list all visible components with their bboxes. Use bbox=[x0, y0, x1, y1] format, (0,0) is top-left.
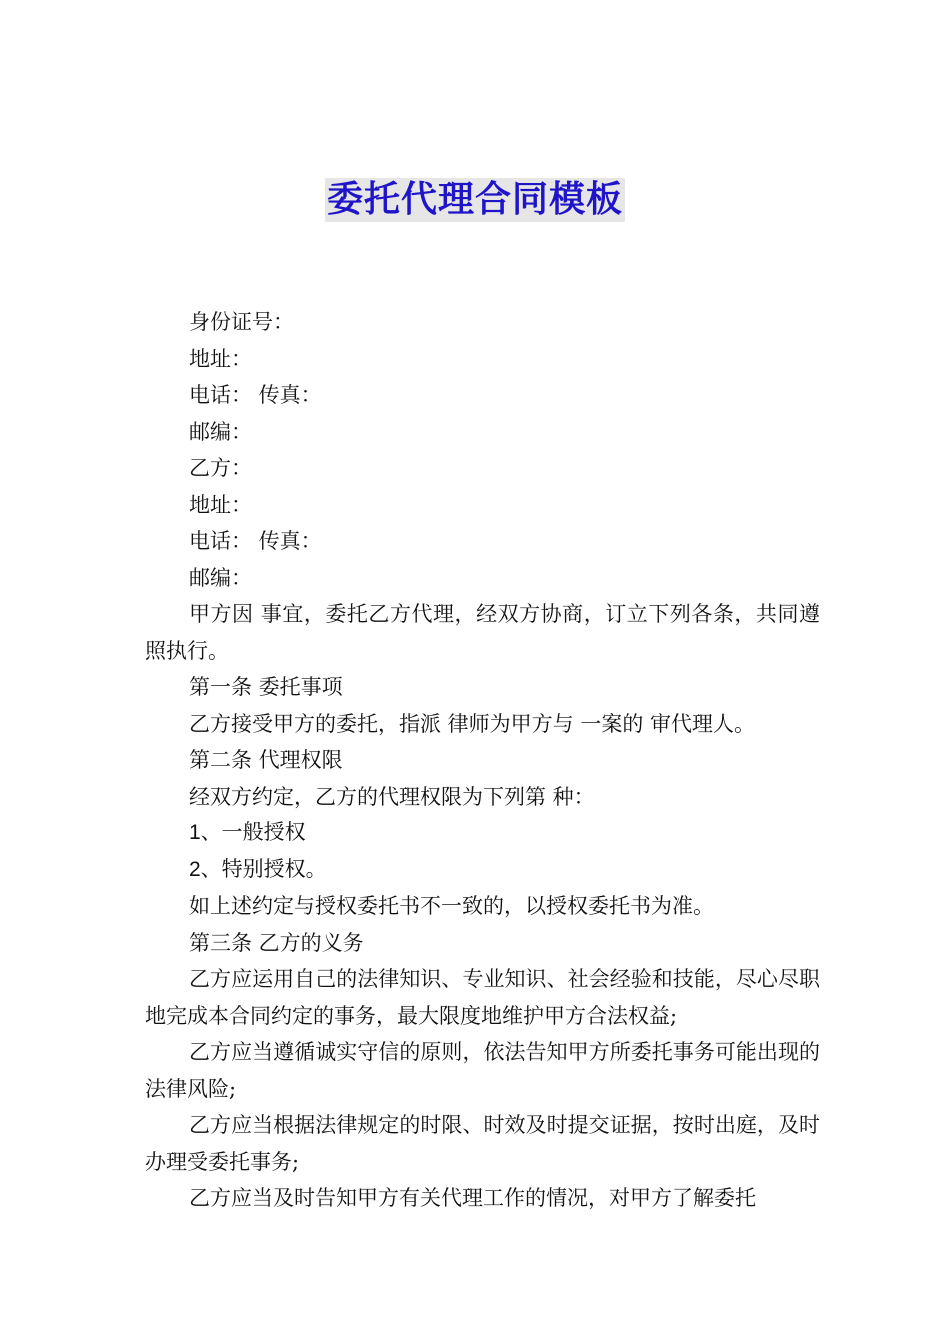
authorization-option-2: 2、特别授权。 bbox=[189, 857, 327, 881]
article-2-content: 经双方约定，乙方的代理权限为下列第 种： bbox=[189, 784, 595, 809]
authorization-option-1: 1、一般授权 bbox=[189, 821, 306, 844]
party-b-line: 乙方： bbox=[189, 456, 252, 480]
id-number-line: 身份证号： bbox=[189, 310, 294, 334]
article-1-content: 乙方接受甲方的委托，指派 律师为甲方与 一案的 审代理人。 bbox=[189, 711, 756, 736]
party-b-phone-fax-line: 电话： 传真： bbox=[189, 529, 322, 553]
article-1-heading: 第一条 委托事项 bbox=[189, 675, 343, 699]
article-3-obligation-4: 乙方应当及时告知甲方有关代理工作的情况，对甲方了解委托 bbox=[189, 1186, 756, 1210]
title-container bbox=[0, 178, 950, 222]
party-a-postcode-line: 邮编： bbox=[189, 419, 252, 444]
article-3-obligation-2: 乙方应当遵循诚实守信的原则，依法告知甲方所委托事务可能出现的法律风险; bbox=[145, 1040, 820, 1101]
article-3-obligation-3: 乙方应当根据法律规定的时限、时效及时提交证据，按时出庭，及时办理受委托事务; bbox=[145, 1113, 820, 1174]
article-3-obligation-1: 乙方应运用自己的法律知识、专业知识、社会经验和技能，尽心尽职地完成本合同约定的事务，最大限度地维护甲方合法权益; bbox=[145, 967, 820, 1028]
article-2-heading: 第二条 代理权限 bbox=[189, 748, 343, 772]
party-a-phone-fax-line: 电话： 传真： bbox=[189, 383, 322, 407]
party-a-address-line: 地址： bbox=[189, 346, 252, 371]
article-3-heading: 第三条 乙方的义务 bbox=[189, 930, 364, 955]
party-b-postcode-line: 邮编： bbox=[189, 565, 252, 590]
party-b-address-line: 地址： bbox=[189, 492, 252, 517]
document-body bbox=[145, 304, 820, 1217]
document-title: 委托代理合同模板 bbox=[326, 179, 623, 220]
authorization-note: 如上述约定与授权委托书不一致的，以授权委托书为准。 bbox=[189, 894, 714, 918]
preamble-paragraph: 甲方因 事宜，委托乙方代理，经双方协商，订立下列各条，共同遵照执行。 bbox=[145, 602, 820, 663]
